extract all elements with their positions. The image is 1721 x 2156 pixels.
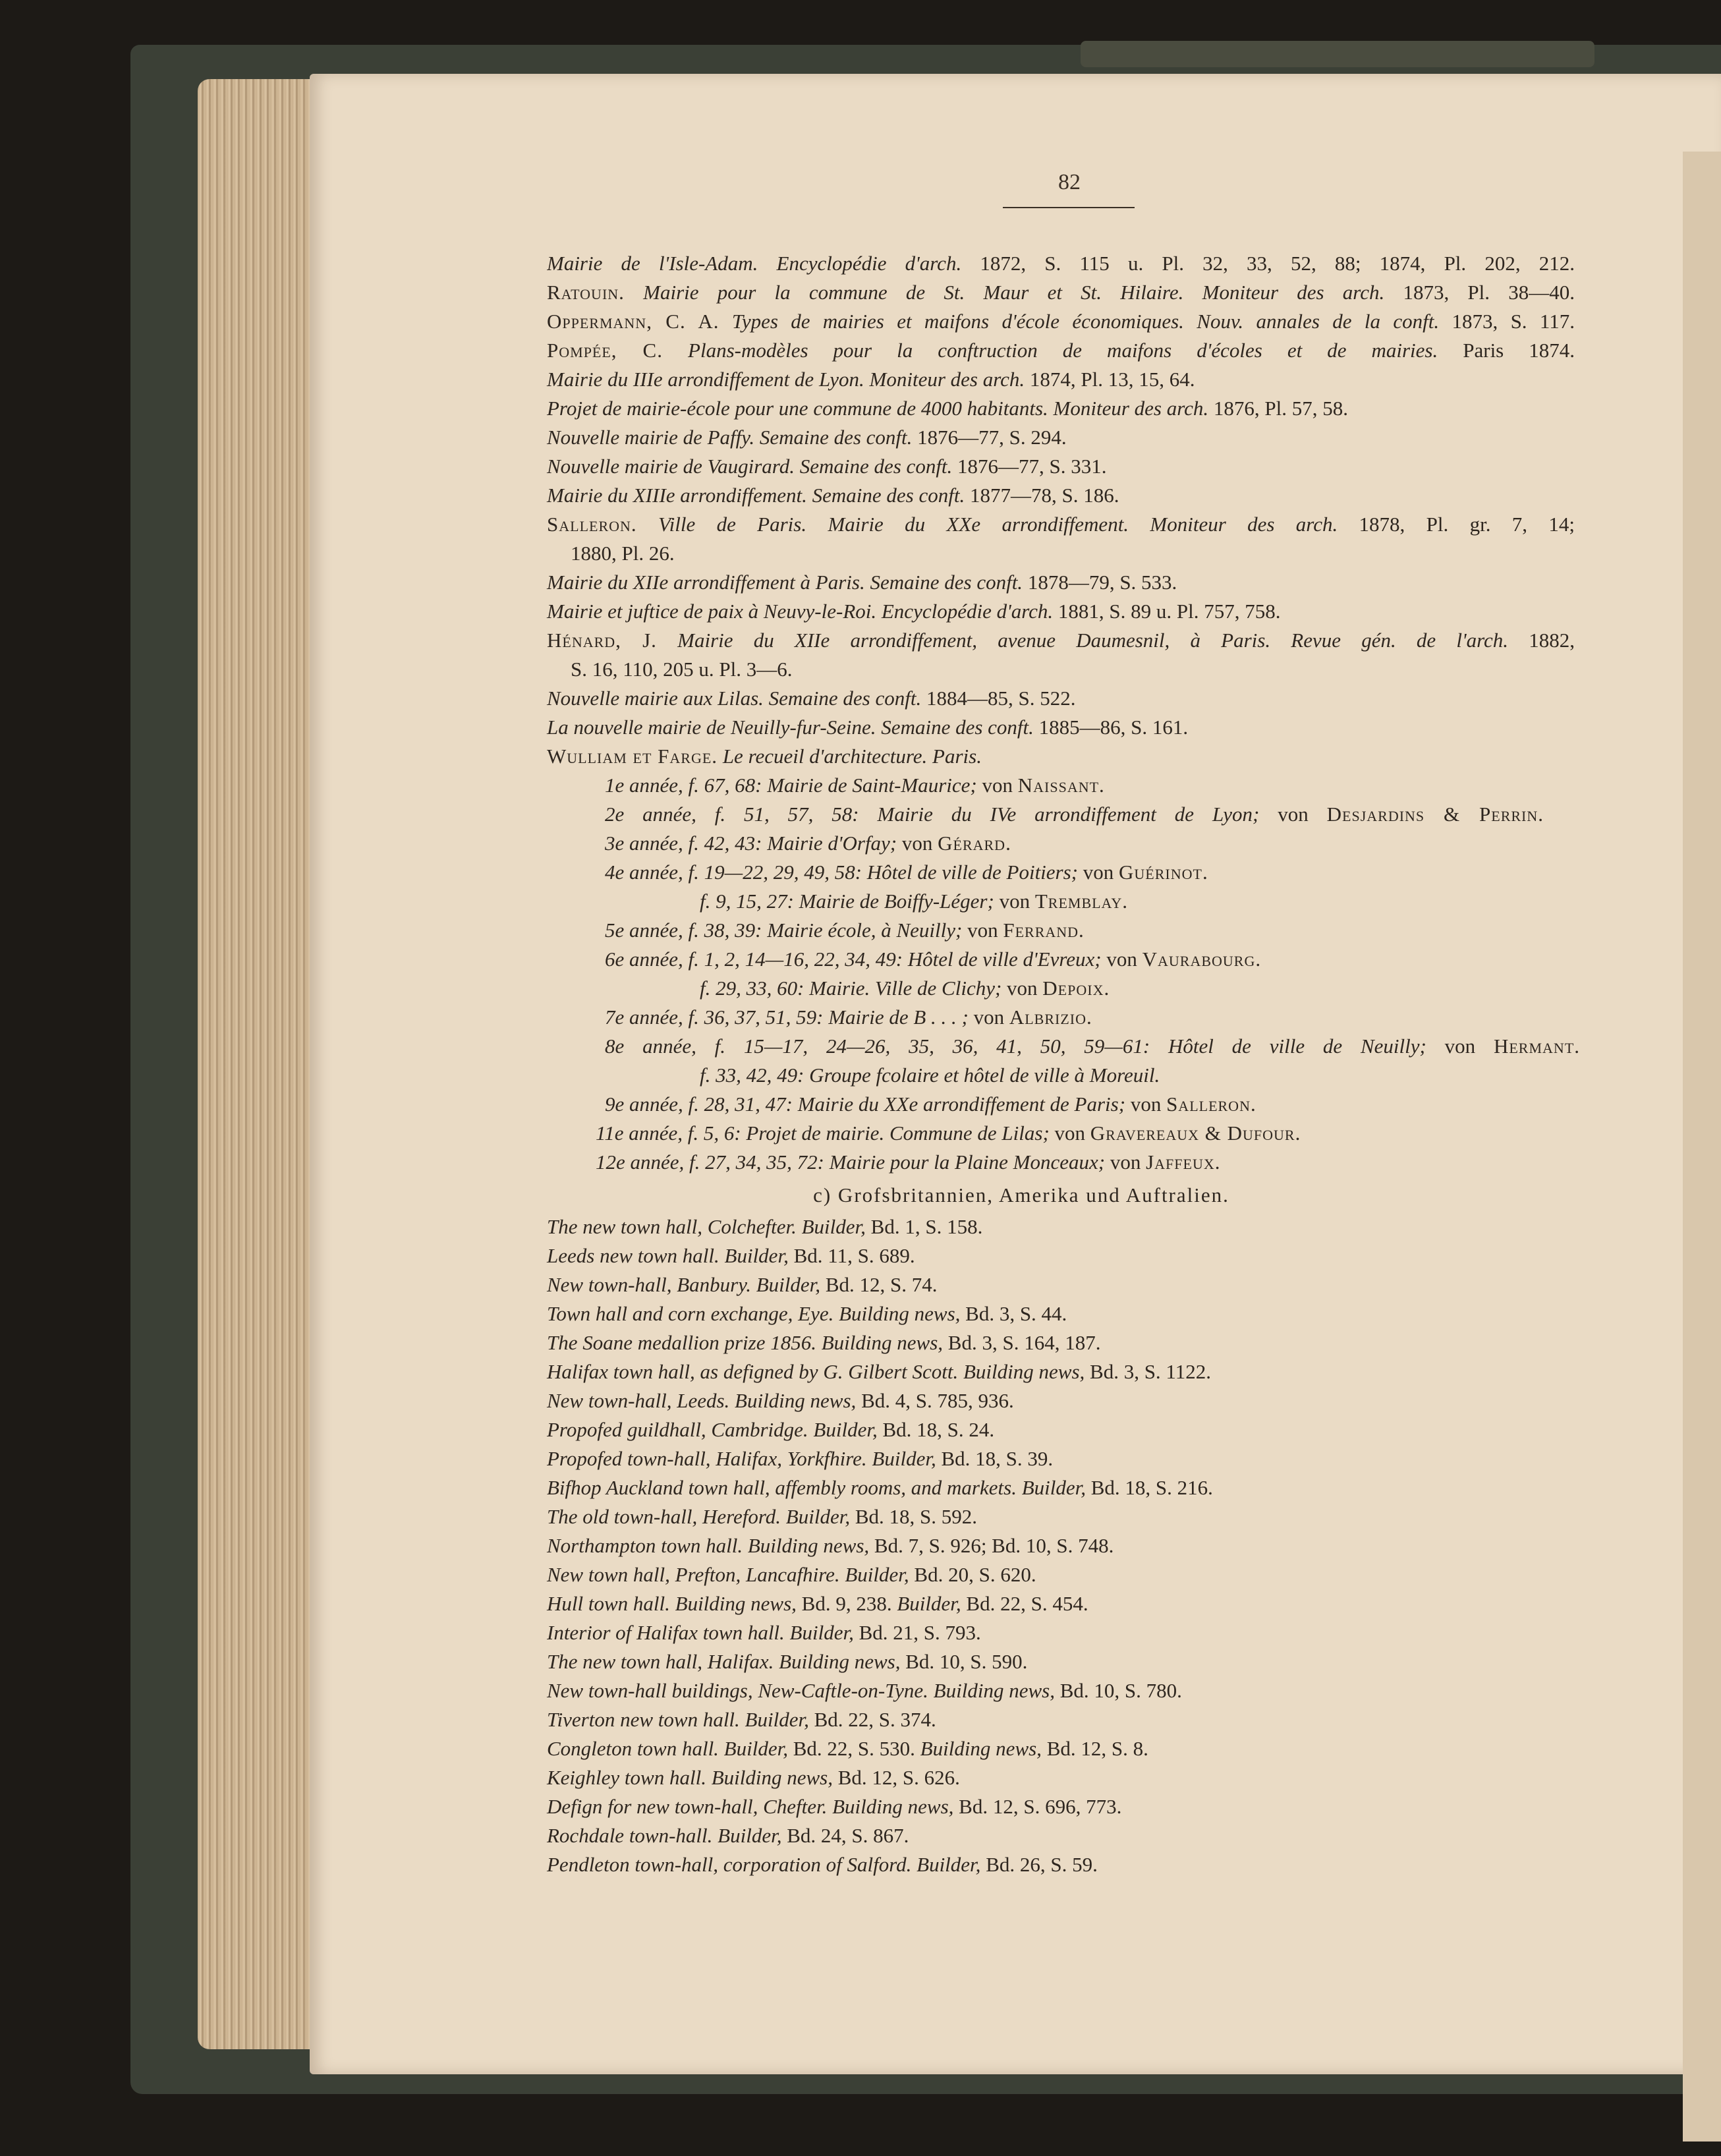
bibliography-entry xyxy=(547,627,1575,654)
bibliography-entry xyxy=(605,946,1261,973)
title-text: Nouvelle mairie de Vaugirard. Semaine des conft. xyxy=(547,455,953,478)
citation-text: Bd. 7, S. 926; Bd. 10, S. 748. xyxy=(874,1534,1114,1557)
bibliography-entry xyxy=(547,1214,982,1240)
citation-text: von xyxy=(982,774,1013,797)
title-text: Ville de Paris. Mairie du XXe arrondiffement. Moniteur des arch. xyxy=(658,513,1338,536)
title-text: Congleton town hall. Builder, xyxy=(547,1737,788,1760)
citation-text: Bd. 3, S. 164, 187. xyxy=(947,1331,1101,1354)
citation-text: Bd. 20, S. 620. xyxy=(914,1563,1036,1586)
bibliography-entry xyxy=(547,1301,1067,1327)
citation-text: Bd. 12, S. 626. xyxy=(837,1766,960,1789)
title-text: f. 29, 33, 60: Mairie. Ville de Clichy; xyxy=(700,977,1002,1000)
citation-text: Bd. 18, S. 24. xyxy=(882,1418,995,1441)
citation-text: von xyxy=(901,832,933,855)
title-text: Building news, xyxy=(920,1737,1042,1760)
bibliography-entry xyxy=(700,1062,1160,1089)
title-text: Northampton town hall. Building news, xyxy=(547,1534,870,1557)
title-text: 12e année, f. 27, 34, 35, 72: Mairie pour la Plaine Monceaux; xyxy=(596,1150,1106,1174)
bibliography-entry xyxy=(547,1446,1053,1472)
citation-text: von xyxy=(1106,948,1137,971)
title-text: Mairie pour la commune de St. Maur et St. Hilaire. Moniteur des arch. xyxy=(643,281,1385,304)
bibliography-entry xyxy=(547,1620,981,1646)
citation-text: Bd. 22, S. 454. xyxy=(966,1592,1088,1615)
bibliography-entry xyxy=(605,1033,1580,1060)
bibliography-entry xyxy=(547,1243,915,1269)
citation-text: 1876, Pl. 57, 58. xyxy=(1213,397,1348,420)
author-name: Salleron. xyxy=(1166,1092,1256,1116)
author-name: Albrizio. xyxy=(1009,1006,1092,1029)
title-text: Builder, xyxy=(897,1592,961,1615)
citation-text: 1885—86, S. 161. xyxy=(1038,716,1189,739)
title-text: Propofed town-hall, Halifax, Yorkfhire. Builder, xyxy=(547,1447,936,1470)
title-text: Pendleton town-hall, corporation of Salford. Builder, xyxy=(547,1853,981,1876)
title-text: The new town hall, Halifax. Building news, xyxy=(547,1650,901,1673)
citation-text: von xyxy=(1278,803,1309,826)
section-heading: c) Grofsbritannien, Amerika und Auftralien. xyxy=(813,1183,1229,1206)
citation-text: Bd. 22, S. 374. xyxy=(814,1708,936,1731)
bibliography-entry xyxy=(547,1562,1036,1588)
bibliography-entry xyxy=(605,859,1208,886)
title-text: Hull town hall. Building news, xyxy=(547,1592,797,1615)
bibliography-entry xyxy=(547,453,1107,480)
author-name: Pompée, C. xyxy=(547,339,663,362)
bibliography-entry xyxy=(547,1707,936,1733)
citation-text: Bd. 10, S. 590. xyxy=(905,1650,1028,1673)
citation-text: Bd. 4, S. 785, 936. xyxy=(861,1389,1014,1412)
citation-text: Bd. 18, S. 216. xyxy=(1090,1476,1213,1499)
bibliography-entry xyxy=(547,1533,1114,1559)
author-name: Oppermann, C. A. xyxy=(547,310,719,333)
bibliography-entry xyxy=(547,482,1119,509)
bibliography-entry xyxy=(605,917,1085,944)
author-name: Jaffeux. xyxy=(1146,1150,1221,1174)
title-text: 6e année, f. 1, 2, 14—16, 22, 34, 49: Hôtel de ville d'Evreux; xyxy=(605,948,1102,971)
citation-text: von xyxy=(967,919,998,942)
title-text: Keighley town hall. Building news, xyxy=(547,1766,833,1789)
citation-text: Bd. 3, S. 44. xyxy=(965,1302,1067,1325)
citation-text: Bd. 22, S. 530. xyxy=(793,1737,915,1760)
title-text: Mairie de l'Isle-Adam. Encyclopédie d'arch. xyxy=(547,252,962,275)
bibliography-entry xyxy=(547,1794,1121,1820)
bibliography-entry xyxy=(605,772,1105,799)
bibliography-entry xyxy=(547,1388,1014,1414)
title-text: Nouvelle mairie de Paffy. Semaine des conft. xyxy=(547,426,913,449)
title-text: The old town-hall, Hereford. Builder, xyxy=(547,1505,851,1528)
citation-text: Bd. 18, S. 592. xyxy=(855,1505,978,1528)
bibliography-entry xyxy=(605,830,1011,857)
citation-text: von xyxy=(1083,861,1114,884)
bibliography-entry xyxy=(571,656,792,683)
title-text: Mairie du XIIe arrondiffement, avenue Daumesnil, à Paris. Revue gén. de l'arch. xyxy=(677,629,1509,652)
title-text: 2e année, f. 51, 57, 58: Mairie du IVe arrondiffement de Lyon; xyxy=(605,803,1260,826)
title-text: 3e année, f. 42, 43: Mairie d'Orfay; xyxy=(605,832,897,855)
author-name: Hénard, J. xyxy=(547,629,657,652)
author-name: Gérard. xyxy=(938,832,1011,855)
bibliography-entry xyxy=(547,366,1195,393)
bibliography-entry xyxy=(547,569,1177,596)
citation-text: 1880, Pl. 26. xyxy=(571,542,675,565)
title-text: Mairie et juftice de paix à Neuvy-le-Roi. Encyclopédie d'arch. xyxy=(547,600,1054,623)
citation-text: 1874, Pl. 13, 15, 64. xyxy=(1029,368,1195,391)
citation-text: 1878, Pl. gr. 7, 14; xyxy=(1359,513,1575,536)
citation-text: von xyxy=(1444,1035,1476,1058)
title-text: Le recueil d'architecture. Paris. xyxy=(722,745,982,768)
author-name: Desjardins & Perrin. xyxy=(1326,803,1544,826)
title-text: Plans-modèles pour la conftruction de maifons d'écoles et de mairies. xyxy=(688,339,1438,362)
author-name: Salleron. xyxy=(547,513,637,536)
title-text: 5e année, f. 38, 39: Mairie école, à Neuilly; xyxy=(605,919,963,942)
bibliography-entry xyxy=(547,1823,909,1849)
bibliography-entry xyxy=(547,743,982,770)
bibliography-entry xyxy=(547,395,1348,422)
bibliography-entry xyxy=(547,1417,994,1443)
bibliography-entry xyxy=(596,1120,1301,1147)
title-text: Interior of Halifax town hall. Builder, xyxy=(547,1621,854,1644)
title-text: Mairie du XIIe arrondiffement à Paris. Semaine des conft. xyxy=(547,571,1023,594)
citation-text: von xyxy=(1007,977,1038,1000)
citation-text: Paris 1874. xyxy=(1463,339,1575,362)
title-text: New town hall, Prefton, Lancafhire. Builder, xyxy=(547,1563,909,1586)
citation-text: von xyxy=(1130,1092,1162,1116)
citation-text: Bd. 3, S. 1122. xyxy=(1090,1360,1212,1383)
bibliography-entry xyxy=(700,975,1110,1002)
citation-text: Bd. 26, S. 59. xyxy=(986,1853,1098,1876)
title-text: Leeds new town hall. Builder, xyxy=(547,1244,789,1267)
citation-text: Bd. 12, S. 696, 773. xyxy=(959,1795,1122,1818)
title-text: New town-hall, Leeds. Building news, xyxy=(547,1389,857,1412)
bibliography-entry xyxy=(547,1736,1148,1762)
title-text: Rochdale town-hall. Builder, xyxy=(547,1824,782,1847)
citation-text: 1881, S. 89 u. Pl. 757, 758. xyxy=(1058,600,1281,623)
citation-text: 1884—85, S. 522. xyxy=(926,687,1076,710)
bibliography-entry xyxy=(596,1149,1221,1176)
bibliography-entry xyxy=(547,714,1188,741)
title-text: 1e année, f. 67, 68: Mairie de Saint-Maurice; xyxy=(605,774,977,797)
bibliography-entry xyxy=(547,1330,1100,1356)
title-text: 8e année, f. 15—17, 24—26, 35, 36, 41, 50, 59—61: Hôtel de ville de Neuilly; xyxy=(605,1035,1426,1058)
citation-text: Bd. 11, S. 689. xyxy=(793,1244,915,1267)
citation-text: Bd. 10, S. 780. xyxy=(1059,1679,1182,1702)
title-text: 9e année, f. 28, 31, 47: Mairie du XXe arrondiffement de Paris; xyxy=(605,1092,1126,1116)
title-text: La nouvelle mairie de Neuilly-fur-Seine. Semaine des conft. xyxy=(547,716,1034,739)
citation-text: 1876—77, S. 294. xyxy=(917,426,1067,449)
citation-text: 1877—78, S. 186. xyxy=(969,484,1119,507)
title-text: Nouvelle mairie aux Lilas. Semaine des conft. xyxy=(547,687,922,710)
citation-text: von xyxy=(973,1006,1005,1029)
bibliography-entry xyxy=(547,1649,1027,1675)
title-text: 7e année, f. 36, 37, 51, 59: Mairie de B . . . ; xyxy=(605,1006,969,1029)
author-name: Hermant. xyxy=(1493,1035,1580,1058)
citation-text: 1873, S. 117. xyxy=(1452,310,1575,333)
citation-text: 1872, S. 115 u. Pl. 32, 33, 52, 88; 1874, Pl. 202, 212. xyxy=(980,252,1575,275)
citation-text: 1882, xyxy=(1529,629,1575,652)
citation-text: 1876—77, S. 331. xyxy=(957,455,1107,478)
citation-text: Bd. 9, 238. xyxy=(801,1592,892,1615)
bibliography-entry xyxy=(547,1765,960,1791)
bibliography-entry xyxy=(547,511,1575,538)
bibliography-entry xyxy=(547,424,1067,451)
bibliography-entry xyxy=(547,250,1575,277)
citation-text: von xyxy=(999,890,1030,913)
title-text: Town hall and corn exchange, Eye. Building news, xyxy=(547,1302,961,1325)
title-text: Mairie du IIIe arrondiffement de Lyon. Moniteur des arch. xyxy=(547,368,1025,391)
title-text: Types de mairies et maifons d'école économiques. Nouv. annales de la conft. xyxy=(731,310,1440,333)
title-text: Projet de mairie-école pour une commune de 4000 habitants. Moniteur des arch. xyxy=(547,397,1209,420)
bibliography-entry xyxy=(547,308,1575,335)
bibliography-entry xyxy=(547,1591,1088,1617)
bibliography-entry xyxy=(700,888,1128,915)
author-name: Wulliam et Farge. xyxy=(547,745,718,768)
title-text: Propofed guildhall, Cambridge. Builder, xyxy=(547,1418,878,1441)
title-text: The Soane medallion prize 1856. Building news, xyxy=(547,1331,944,1354)
bibliography-entry xyxy=(547,1852,1098,1878)
bibliography-entry xyxy=(547,337,1575,364)
bibliography-entry xyxy=(605,1004,1092,1031)
title-text: f. 9, 15, 27: Mairie de Boiffy-Léger; xyxy=(700,890,994,913)
citation-text: von xyxy=(1054,1121,1086,1145)
citation-text: Bd. 1, S. 158. xyxy=(870,1215,983,1238)
author-name: Gravereaux & Dufour. xyxy=(1090,1121,1301,1145)
citation-text: Bd. 18, S. 39. xyxy=(941,1447,1054,1470)
citation-text: Bd. 24, S. 867. xyxy=(787,1824,909,1847)
citation-text: 1873, Pl. 38—40. xyxy=(1403,281,1575,304)
bibliography-entry xyxy=(547,1678,1182,1704)
author-name: Guérinot. xyxy=(1119,861,1208,884)
author-name: Vaurabourg. xyxy=(1142,948,1262,971)
title-text: Defign for new town-hall, Chefter. Building news, xyxy=(547,1795,954,1818)
title-text: Mairie du XIIIe arrondiffement. Semaine des conft. xyxy=(547,484,965,507)
bibliography-entry xyxy=(547,1475,1213,1501)
bibliography-entry xyxy=(547,1359,1211,1385)
bibliography-entry xyxy=(547,1504,977,1530)
citation-text: Bd. 21, S. 793. xyxy=(859,1621,981,1644)
bibliography-entry xyxy=(547,598,1281,625)
bibliography-entry xyxy=(605,1091,1256,1118)
title-text: 4e année, f. 19—22, 29, 49, 58: Hôtel de ville de Poitiers; xyxy=(605,861,1079,884)
title-text: 11e année, f. 5, 6: Projet de mairie. Commune de Lilas; xyxy=(596,1121,1050,1145)
author-name: Depoix. xyxy=(1042,977,1110,1000)
title-text: Bifhop Auckland town hall, affembly rooms, and markets. Builder, xyxy=(547,1476,1086,1499)
title-text: New town-hall buildings, New-Caftle-on-Tyne. Building news, xyxy=(547,1679,1055,1702)
bibliography-entry xyxy=(605,801,1544,828)
author-name: Ratouin. xyxy=(547,281,625,304)
citation-text: Bd. 12, S. 74. xyxy=(825,1273,938,1296)
citation-text: Bd. 12, S. 8. xyxy=(1046,1737,1148,1760)
bibliography-entry xyxy=(547,685,1075,712)
author-name: Ferrand. xyxy=(1003,919,1085,942)
page-number: 82 xyxy=(1058,170,1081,194)
author-name: Tremblay. xyxy=(1034,890,1129,913)
title-text: Halifax town hall, as defigned by G. Gilbert Scott. Building news, xyxy=(547,1360,1085,1383)
title-text: f. 33, 42, 49: Groupe fcolaire et hôtel de ville à Moreuil. xyxy=(700,1064,1160,1087)
title-text: New town-hall, Banbury. Builder, xyxy=(547,1273,821,1296)
bibliography-entry xyxy=(547,1272,937,1298)
author-name: Naissant. xyxy=(1017,774,1105,797)
title-text: Tiverton new town hall. Builder, xyxy=(547,1708,809,1731)
bibliography-entry xyxy=(571,540,675,567)
citation-text: S. 16, 110, 205 u. Pl. 3—6. xyxy=(571,658,793,681)
citation-text: von xyxy=(1110,1150,1141,1174)
bibliography-entry xyxy=(547,279,1575,306)
citation-text: 1878—79, S. 533. xyxy=(1027,571,1177,594)
title-text: The new town hall, Colchefter. Builder, xyxy=(547,1215,866,1238)
